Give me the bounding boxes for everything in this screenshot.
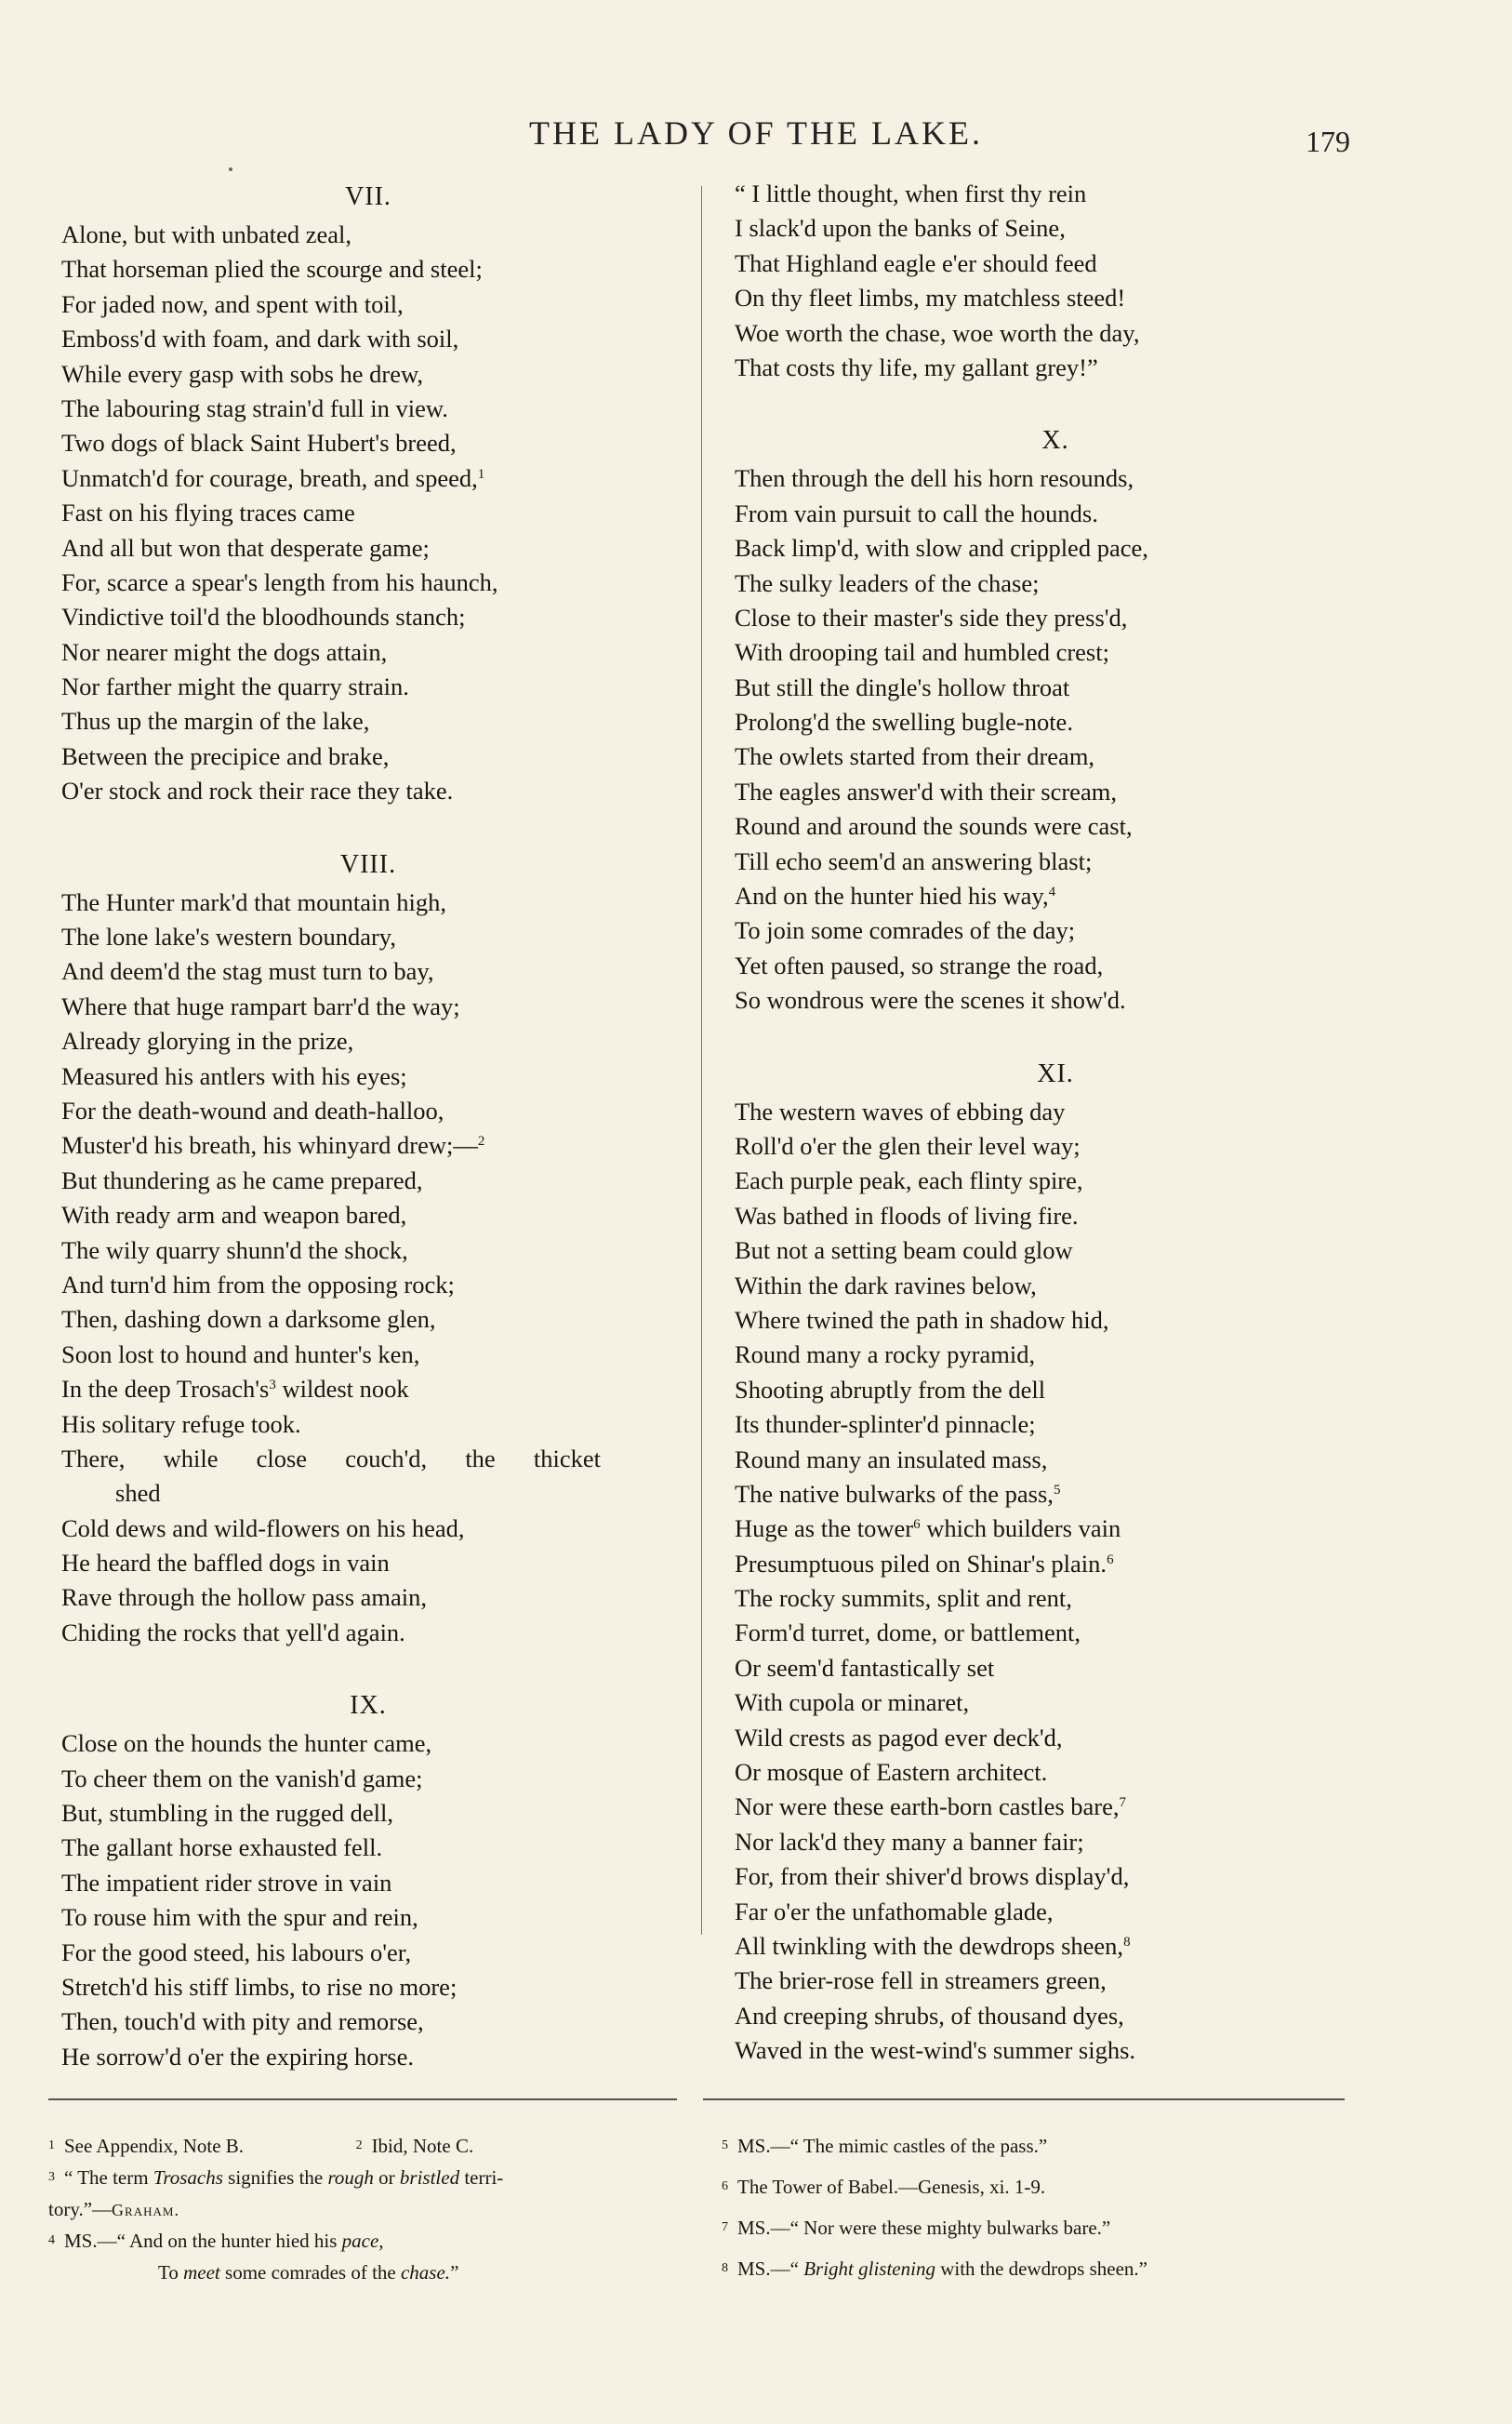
verse-line <box>735 983 1376 1018</box>
verse-line <box>61 670 675 704</box>
verse-line <box>735 1790 1376 1824</box>
verse-text: For the death-wound and death-halloo, <box>61 1096 444 1125</box>
verse-line <box>61 2040 675 2074</box>
verse-text: And all but won that desperate game; <box>61 533 430 562</box>
verse-line <box>735 809 1376 844</box>
verse-text: With cupola or minaret, <box>735 1688 970 1717</box>
verse-text: Close on the hounds the hunter came, <box>61 1729 432 1758</box>
verse-text: For jaded now, and spent with toil, <box>61 289 404 318</box>
verse-line <box>735 1129 1376 1164</box>
verse-line <box>61 426 675 460</box>
verse-text: And on the hunter hied his way, <box>735 882 1049 911</box>
verse-line <box>735 497 1376 531</box>
verse-line <box>735 635 1376 670</box>
verse-line <box>735 1373 1376 1407</box>
verse-text: Rave through the hollow pass amain, <box>61 1583 428 1612</box>
verse-text: The rocky summits, split and rent, <box>735 1584 1072 1613</box>
verse-line <box>735 211 1376 246</box>
verse-text: Unmatch'd for courage, breath, and speed, <box>61 463 478 492</box>
footnote-text: MS.—“ The mimic castles of the pass.” <box>737 2135 1048 2157</box>
verse-text: Chiding the rocks that yell'd again. <box>61 1618 405 1646</box>
verse-line <box>61 990 675 1024</box>
verse-text: Measured his antlers with his eyes; <box>61 1061 407 1090</box>
verse-text: Round and around the sounds were cast, <box>735 812 1133 841</box>
footnote-number: 5 <box>722 2138 728 2152</box>
verse-line <box>61 1580 675 1615</box>
verse-text: Nor farther might the quarry strain. <box>61 673 409 701</box>
verse-line <box>61 1970 675 2004</box>
stanza-heading-ix: IX. <box>350 1691 387 1721</box>
footnote-text: MS.—“ <box>737 2258 799 2280</box>
footnote-reference: 6 <box>913 1517 921 1533</box>
verse-text: Close to their master's side they press'd, <box>735 603 1128 632</box>
footnote-text: or <box>378 2166 395 2189</box>
footnote-text: terri- <box>464 2166 504 2189</box>
column-divider <box>701 186 702 1935</box>
verse-line <box>735 531 1376 566</box>
verse-line <box>61 392 675 426</box>
verse-line <box>735 1477 1376 1512</box>
verse-text: The lone lake's western boundary, <box>61 923 396 952</box>
footnote-italic: Bright glistening <box>803 2258 935 2280</box>
footnote-line <box>48 2193 690 2225</box>
footnote-rule-left <box>48 2098 677 2100</box>
verse-text: Within the dark ravines below, <box>735 1271 1037 1299</box>
verse-word: thicket <box>533 1444 601 1472</box>
verse-text: Nor nearer might the dogs attain, <box>61 637 388 666</box>
footnote-number: 8 <box>722 2261 728 2275</box>
verse-line <box>61 566 675 600</box>
verse-word: couch'd, <box>345 1444 428 1472</box>
verse-text: The sulky leaders of the chase; <box>735 568 1040 597</box>
footnote-text: signifies the <box>228 2166 324 2189</box>
verse-text: Thus up the margin of the lake, <box>61 707 370 736</box>
verse-text: Was bathed in floods of living fire. <box>735 1201 1079 1230</box>
verse-text: Yet often paused, so strange the road, <box>735 951 1104 979</box>
print-speck <box>229 167 232 171</box>
footnote-number: 7 <box>722 2220 728 2234</box>
verse-line <box>61 1726 675 1761</box>
verse-word: the <box>465 1444 496 1472</box>
footnote-number: 3 <box>48 2170 55 2184</box>
footnote-italic: chase. <box>400 2261 451 2284</box>
verse-text: Alone, but with unbated zeal, <box>61 220 352 248</box>
verse-line <box>61 1372 675 1406</box>
verse-text: Shooting abruptly from the dell <box>735 1375 1046 1404</box>
verse-line <box>61 1233 675 1268</box>
verse-text: Then through the dell his horn resounds, <box>735 464 1134 493</box>
verse-text: Already glorying in the prize, <box>61 1027 354 1056</box>
verse-text: In the deep Trosach's <box>61 1375 270 1404</box>
stanza-xi <box>735 1095 1376 2069</box>
footnote-text: some comrades of the <box>225 2261 396 2284</box>
verse-line <box>61 1831 675 1865</box>
verse-text: Wild crests as pagod ever deck'd, <box>735 1723 1063 1751</box>
verse-text: Cold dews and wild-flowers on his head, <box>61 1513 465 1542</box>
footnote-line <box>48 2162 690 2193</box>
verse-text: Vindictive toil'd the bloodhounds stanch; <box>61 603 466 632</box>
footnote-number: 6 <box>722 2179 728 2193</box>
footnote-line <box>722 2130 1363 2171</box>
stanza-heading-viii: VIII. <box>339 849 397 879</box>
verse-text: He heard the baffled dogs in vain <box>61 1549 390 1578</box>
verse-line <box>61 496 675 530</box>
verse-text: On thy fleet limbs, my matchless steed! <box>735 284 1126 313</box>
verse-line <box>61 1094 675 1128</box>
stanza-viii <box>61 886 675 1651</box>
verse-line <box>735 1407 1376 1442</box>
footnote-author: Graham. <box>112 2201 179 2219</box>
stanza-heading-xi: XI. <box>1037 1059 1074 1088</box>
verse-text: Emboss'd with foam, and dark with soil, <box>61 325 459 353</box>
verse-text: He sorrow'd o'er the expiring horse. <box>61 2042 414 2071</box>
verse-line <box>61 774 675 808</box>
stanza-vii <box>61 218 675 809</box>
running-header: THE LADY OF THE LAKE. <box>529 114 983 152</box>
verse-line <box>61 739 675 774</box>
verse-text: The wily quarry shunn'd the shock, <box>61 1235 408 1264</box>
verse-text: Between the precipice and brake, <box>61 741 390 770</box>
verse-text: Then, dashing down a darksome glen, <box>61 1305 436 1334</box>
verse-text: Back limp'd, with slow and crippled pace, <box>735 534 1148 563</box>
verse-text: Form'd turret, dome, or battlement, <box>735 1618 1081 1647</box>
verse-text: The gallant horse exhausted fell. <box>61 1833 383 1862</box>
stanza-heading-vii: VII. <box>345 182 391 211</box>
verse-line <box>61 1407 675 1442</box>
verse-text: Round many a rocky pyramid, <box>735 1340 1036 1369</box>
verse-line <box>735 775 1376 809</box>
verse-text: All twinkling with the dewdrops sheen, <box>735 1931 1124 1960</box>
footnotes-right <box>722 2130 1363 2284</box>
page-number: 179 <box>1306 125 1350 158</box>
verse-line <box>735 461 1376 496</box>
verse-text: Fast on his flying traces came <box>61 499 355 527</box>
verse-line <box>61 954 675 989</box>
verse-line <box>61 1198 675 1232</box>
verse-text: Each purple peak, each flinty spire, <box>735 1166 1083 1195</box>
verse-line <box>61 218 675 252</box>
verse-line <box>61 1476 675 1511</box>
verse-text: Woe worth the chase, woe worth the day, <box>735 318 1140 347</box>
footnote-text: with the dewdrops sheen.” <box>940 2258 1147 2280</box>
verse-text: Presumptuous piled on Shinar's plain. <box>735 1549 1107 1578</box>
verse-text: Round many an insulated mass, <box>735 1445 1048 1473</box>
verse-text: Its thunder-splinter'd pinnacle; <box>735 1410 1036 1439</box>
verse-text: Nor were these earth-born castles bare, <box>735 1792 1120 1821</box>
verse-text: Muster'd his breath, his whinyard drew;— <box>61 1131 478 1160</box>
verse-line <box>735 845 1376 879</box>
verse-line <box>735 949 1376 983</box>
verse-line <box>735 705 1376 739</box>
footnote-line <box>722 2253 1363 2284</box>
verse-line <box>61 635 675 670</box>
verse-line <box>61 1512 675 1546</box>
footnote-text: To <box>158 2261 179 2284</box>
verse-text: I slack'd upon the banks of Seine, <box>735 214 1066 243</box>
verse-text: The brier-rose fell in streamers green, <box>735 1966 1107 1995</box>
footnote-number: 1 <box>48 2138 55 2152</box>
footnote-text: MS.—“ Nor were these mighty bulwarks bare.” <box>737 2217 1111 2239</box>
verse-line <box>735 1512 1376 1546</box>
verse-line <box>61 2004 675 2039</box>
verse-line <box>61 886 675 920</box>
verse-text: From vain pursuit to call the hounds. <box>735 499 1098 527</box>
verse-line <box>735 1616 1376 1650</box>
verse-line <box>735 1443 1376 1477</box>
verse-line <box>61 1164 675 1198</box>
verse-text: Nor lack'd they many a banner fair; <box>735 1827 1084 1856</box>
verse-line <box>735 246 1376 281</box>
verse-text: O'er stock and rock their race they take. <box>61 777 454 806</box>
verse-line <box>61 1302 675 1337</box>
footnote-line <box>48 2130 690 2162</box>
footnote-text: ” <box>450 2261 459 2284</box>
verse-text: Soon lost to hound and hunter's ken, <box>61 1339 420 1368</box>
verse-text: His solitary refuge took. <box>61 1409 301 1438</box>
verse-line <box>61 1268 675 1302</box>
verse-line <box>735 351 1376 385</box>
verse-line <box>735 739 1376 774</box>
stanza-ix <box>61 1726 675 2074</box>
verse-line <box>735 1581 1376 1616</box>
footnote-rule-right <box>703 2098 1345 2100</box>
verse-text: Two dogs of black Saint Hubert's breed, <box>61 429 457 458</box>
verse-line <box>61 461 675 496</box>
verse-text: Where twined the path in shadow hid, <box>735 1305 1109 1334</box>
verse-line <box>735 1859 1376 1894</box>
footnote-italic: rough <box>327 2166 374 2189</box>
verse-text: To join some comrades of the day; <box>735 916 1076 945</box>
footnote-reference: 2 <box>477 1134 485 1150</box>
verse-text: For, scarce a spear's length from his haunch, <box>61 567 498 596</box>
verse-line <box>735 1895 1376 1929</box>
right-column <box>735 177 1376 2069</box>
stanza-ix-continued <box>735 177 1376 385</box>
verse-text: which builders vain <box>926 1514 1121 1543</box>
verse-line <box>61 531 675 566</box>
footnote-line <box>722 2171 1363 2212</box>
verse-line <box>735 1929 1376 1964</box>
verse-line <box>735 1651 1376 1685</box>
verse-line <box>61 1900 675 1935</box>
stanza-heading-x: X. <box>1041 426 1069 456</box>
verse-line <box>61 1936 675 1970</box>
verse-line <box>735 1199 1376 1233</box>
verse-text: wildest nook <box>282 1375 409 1404</box>
verse-line <box>61 1866 675 1900</box>
verse-text: And deem'd the stag must turn to bay, <box>61 957 434 986</box>
verse-line <box>61 252 675 286</box>
verse-text: Stretch'd his stiff limbs, to rise no more; <box>61 1972 458 2001</box>
verse-text: But, stumbling in the rugged dell, <box>61 1799 393 1828</box>
verse-text: Where that huge rampart barr'd the way; <box>61 992 460 1020</box>
verse-text: Roll'd o'er the glen their level way; <box>735 1131 1081 1160</box>
verse-text: And turn'd him from the opposing rock; <box>61 1270 455 1299</box>
verse-text: Waved in the west-wind's summer sighs. <box>735 2036 1136 2065</box>
footnote-number: 4 <box>48 2233 55 2247</box>
verse-text: Then, touch'd with pity and remorse, <box>61 2007 424 2036</box>
verse-line <box>735 1721 1376 1755</box>
verse-line <box>735 281 1376 315</box>
verse-line <box>735 1164 1376 1198</box>
verse-text: For the good steed, his labours o'er, <box>61 1938 412 1966</box>
footnote-line <box>48 2225 690 2257</box>
footnote-italic: pace, <box>341 2230 384 2252</box>
verse-line <box>61 920 675 954</box>
verse-line <box>735 671 1376 705</box>
verse-line <box>735 177 1376 211</box>
footnote-italic: Trosachs <box>153 2166 223 2189</box>
verse-line <box>735 1269 1376 1303</box>
verse-text: That Highland eagle e'er should feed <box>735 248 1097 277</box>
verse-text: There, <box>61 1444 126 1472</box>
footnote-reference: 8 <box>1123 1934 1131 1950</box>
verse-line <box>735 1685 1376 1720</box>
verse-text: Huge as the tower <box>735 1514 914 1543</box>
verse-text: The labouring stag strain'd full in view. <box>61 393 448 422</box>
footnote-text: The Tower of Babel.—Genesis, xi. 1-9. <box>737 2176 1046 2198</box>
verse-line <box>735 1303 1376 1338</box>
verse-line <box>61 1616 675 1650</box>
left-column <box>61 177 675 2074</box>
verse-line <box>735 1547 1376 1581</box>
verse-line <box>735 1338 1376 1372</box>
verse-text: The eagles answer'd with their scream, <box>735 777 1117 806</box>
verse-text: But still the dingle's hollow throat <box>735 673 1070 701</box>
footnote-text: Ibid, Note C. <box>371 2135 474 2157</box>
verse-text: The impatient rider strove in vain <box>61 1868 392 1897</box>
verse-word: close <box>256 1444 308 1472</box>
footnote-italic: meet <box>183 2261 220 2284</box>
footnote-reference: 4 <box>1048 885 1056 900</box>
footnote-reference: 3 <box>269 1378 276 1393</box>
verse-text: Till echo seem'd an answering blast; <box>735 846 1093 875</box>
verse-text: To cheer them on the vanish'd game; <box>61 1764 423 1792</box>
footnote-reference: 1 <box>477 466 485 482</box>
footnote-line <box>48 2257 690 2288</box>
verse-text: The native bulwarks of the pass, <box>735 1479 1054 1508</box>
verse-line <box>61 357 675 392</box>
verse-text: That horseman plied the scourge and steel; <box>61 255 483 284</box>
verse-line <box>735 1999 1376 2033</box>
verse-text: “ I little thought, when first thy rein <box>735 180 1087 207</box>
verse-text: The owlets started from their dream, <box>735 742 1095 771</box>
verse-word: while <box>163 1444 219 1472</box>
verse-line <box>735 1825 1376 1859</box>
verse-text: While every gasp with sobs he drew, <box>61 359 424 388</box>
verse-text: Prolong'd the swelling bugle-note. <box>735 708 1073 737</box>
verse-text: So wondrous were the scenes it show'd. <box>735 986 1126 1015</box>
footnote-text: “ The term <box>64 2166 149 2189</box>
verse-line <box>735 879 1376 913</box>
footnotes-left <box>48 2130 690 2288</box>
verse-line <box>61 1546 675 1580</box>
verse-line <box>61 1059 675 1094</box>
footnote-text: tory.”— <box>48 2198 113 2220</box>
verse-line <box>61 1762 675 1796</box>
verse-line <box>735 1233 1376 1268</box>
verse-text: Or mosque of Eastern architect. <box>735 1758 1048 1787</box>
verse-text: The western waves of ebbing day <box>735 1097 1066 1125</box>
verse-line <box>735 1964 1376 1998</box>
verse-line <box>61 1338 675 1372</box>
verse-text: But not a setting beam could glow <box>735 1236 1073 1265</box>
verse-text: With ready arm and weapon bared, <box>61 1201 407 1230</box>
verse-text: But thundering as he came prepared, <box>61 1165 423 1194</box>
verse-text: For, from their shiver'd brows display'd, <box>735 1862 1130 1891</box>
footnote-line <box>722 2212 1363 2253</box>
footnote-text: MS.—“ And on the hunter hied his <box>64 2230 338 2252</box>
verse-line <box>735 316 1376 351</box>
verse-line <box>61 1024 675 1059</box>
verse-line <box>61 1128 675 1163</box>
verse-line <box>61 1442 601 1476</box>
verse-line <box>735 2033 1376 2068</box>
verse-text: With drooping tail and humbled crest; <box>735 638 1109 667</box>
verse-line <box>735 1095 1376 1129</box>
verse-text: That costs thy life, my gallant grey!” <box>735 353 1098 381</box>
verse-line <box>61 600 675 634</box>
verse-text: Or seem'd fantastically set <box>735 1653 995 1682</box>
footnote-number: 2 <box>355 2138 363 2152</box>
verse-line <box>61 704 675 739</box>
verse-line <box>735 1755 1376 1790</box>
verse-text: And creeping shrubs, of thousand dyes, <box>735 2001 1124 2030</box>
footnote-reference: 6 <box>1107 1552 1114 1567</box>
footnote-reference: 7 <box>1119 1795 1126 1811</box>
verse-line <box>735 566 1376 601</box>
verse-text: Far o'er the unfathomable glade, <box>735 1897 1054 1925</box>
verse-text: The Hunter mark'd that mountain high, <box>61 887 446 916</box>
verse-text: To rouse him with the spur and rein, <box>61 1903 418 1932</box>
verse-text: shed <box>115 1479 161 1508</box>
verse-line <box>61 287 675 322</box>
verse-line <box>735 913 1376 948</box>
footnote-reference: 5 <box>1053 1482 1061 1498</box>
verse-line <box>61 322 675 356</box>
footnote-text: See Appendix, Note B. <box>64 2135 245 2157</box>
stanza-x <box>735 461 1376 1018</box>
verse-line <box>61 1796 675 1831</box>
verse-line <box>735 601 1376 635</box>
footnote-italic: bristled <box>399 2166 460 2189</box>
